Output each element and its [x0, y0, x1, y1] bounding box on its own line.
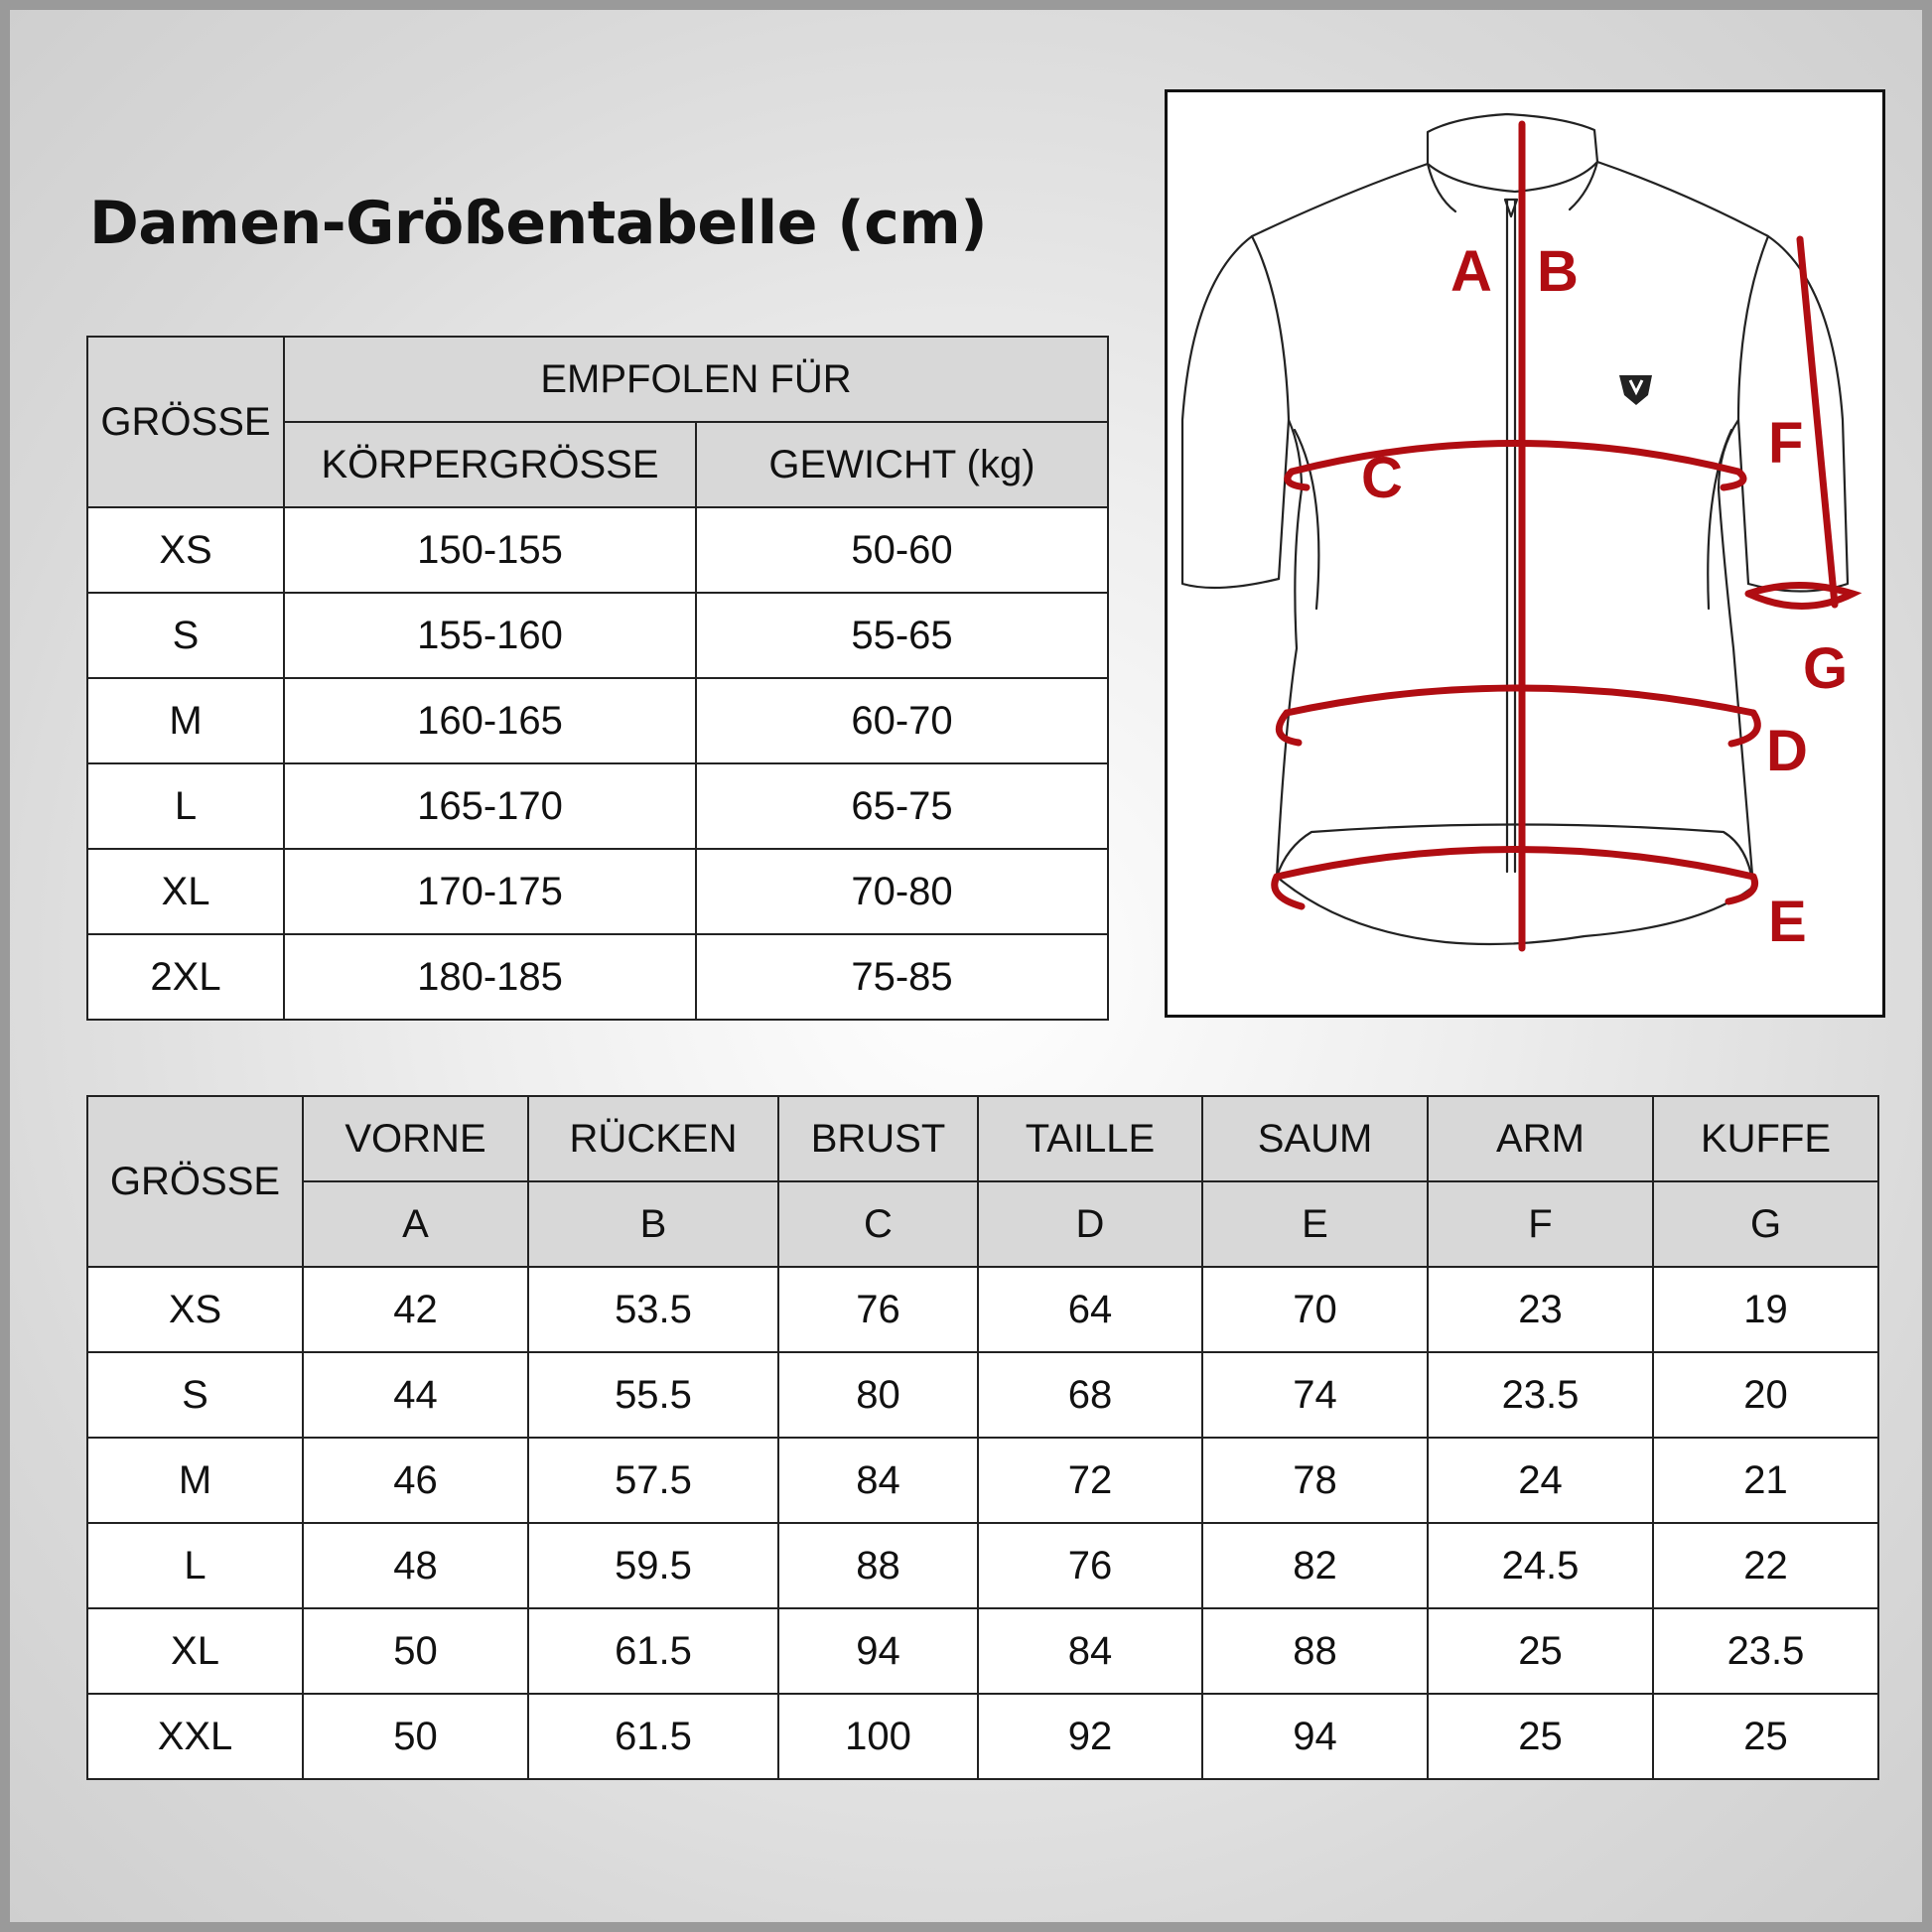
meas-cell-value: 46 — [303, 1438, 528, 1523]
meas-cell-value: 23.5 — [1653, 1608, 1878, 1694]
meas-cell-value: 72 — [978, 1438, 1202, 1523]
meas-cell-value: 23 — [1428, 1267, 1653, 1352]
rec-cell-weight: 50-60 — [696, 507, 1108, 593]
rec-cell-height: 180-185 — [284, 934, 696, 1020]
label-e: E — [1768, 890, 1807, 954]
table-row — [87, 678, 1108, 763]
table-row — [87, 1608, 1878, 1694]
meas-col-letter: D — [978, 1181, 1202, 1267]
meas-cell-value: 64 — [978, 1267, 1202, 1352]
meas-cell-value: 59.5 — [528, 1523, 778, 1608]
meas-col-letter: C — [778, 1181, 978, 1267]
label-d: D — [1766, 719, 1808, 783]
meas-cell-value: 100 — [778, 1694, 978, 1779]
meas-cell-value: 74 — [1202, 1352, 1428, 1438]
meas-cell-value: 68 — [978, 1352, 1202, 1438]
table-row — [87, 763, 1108, 849]
rec-weight-header: GEWICHT (kg) — [696, 422, 1108, 507]
rec-cell-height: 155-160 — [284, 593, 696, 678]
meas-cell-value: 80 — [778, 1352, 978, 1438]
meas-col-letter: F — [1428, 1181, 1653, 1267]
table-row — [87, 1523, 1878, 1608]
rec-height-header: KÖRPERGRÖSSE — [284, 422, 696, 507]
meas-cell-size: XXL — [87, 1694, 303, 1779]
meas-cell-value: 20 — [1653, 1352, 1878, 1438]
rec-cell-size: S — [87, 593, 284, 678]
rec-cell-weight: 70-80 — [696, 849, 1108, 934]
meas-col-letter: B — [528, 1181, 778, 1267]
meas-cell-size: M — [87, 1438, 303, 1523]
meas-cell-value: 70 — [1202, 1267, 1428, 1352]
table-row — [87, 1694, 1878, 1779]
rec-cell-weight: 60-70 — [696, 678, 1108, 763]
jersey-diagram — [1165, 89, 1885, 1018]
rec-group-header: EMPFOLEN FÜR — [284, 337, 1108, 422]
rec-cell-weight: 75-85 — [696, 934, 1108, 1020]
meas-col-header: KUFFE — [1653, 1096, 1878, 1181]
table-row — [87, 934, 1108, 1020]
meas-col-header: ARM — [1428, 1096, 1653, 1181]
meas-col-header: VORNE — [303, 1096, 528, 1181]
table-row — [87, 1438, 1878, 1523]
meas-cell-value: 25 — [1653, 1694, 1878, 1779]
rec-cell-height: 165-170 — [284, 763, 696, 849]
rec-cell-size: M — [87, 678, 284, 763]
rec-cell-height: 170-175 — [284, 849, 696, 934]
meas-cell-size: XL — [87, 1608, 303, 1694]
rec-cell-size: XS — [87, 507, 284, 593]
meas-cell-value: 82 — [1202, 1523, 1428, 1608]
jersey-outline-icon — [1168, 92, 1882, 1015]
page-title: Damen-Größentabelle (cm) — [89, 189, 988, 258]
meas-cell-value: 19 — [1653, 1267, 1878, 1352]
meas-col-letter: E — [1202, 1181, 1428, 1267]
rec-cell-height: 150-155 — [284, 507, 696, 593]
meas-cell-value: 50 — [303, 1608, 528, 1694]
rec-cell-size: 2XL — [87, 934, 284, 1020]
meas-cell-value: 78 — [1202, 1438, 1428, 1523]
meas-cell-size: S — [87, 1352, 303, 1438]
meas-cell-value: 84 — [778, 1438, 978, 1523]
meas-cell-value: 21 — [1653, 1438, 1878, 1523]
meas-cell-value: 24.5 — [1428, 1523, 1653, 1608]
meas-cell-value: 94 — [1202, 1694, 1428, 1779]
meas-cell-value: 50 — [303, 1694, 528, 1779]
rec-size-header: GRÖSSE — [87, 337, 284, 507]
meas-cell-value: 94 — [778, 1608, 978, 1694]
meas-cell-value: 48 — [303, 1523, 528, 1608]
meas-cell-value: 44 — [303, 1352, 528, 1438]
meas-cell-value: 84 — [978, 1608, 1202, 1694]
meas-cell-value: 55.5 — [528, 1352, 778, 1438]
recommendation-table — [86, 336, 1109, 1021]
label-b: B — [1537, 239, 1579, 304]
rec-cell-height: 160-165 — [284, 678, 696, 763]
meas-cell-value: 25 — [1428, 1608, 1653, 1694]
table-row — [87, 593, 1108, 678]
rec-cell-size: XL — [87, 849, 284, 934]
meas-cell-size: XS — [87, 1267, 303, 1352]
meas-col-header: SAUM — [1202, 1096, 1428, 1181]
meas-cell-value: 76 — [978, 1523, 1202, 1608]
page-frame — [10, 10, 1922, 1922]
label-g: G — [1803, 636, 1849, 701]
table-row — [87, 1267, 1878, 1352]
rec-cell-size: L — [87, 763, 284, 849]
rec-cell-weight: 55-65 — [696, 593, 1108, 678]
label-a: A — [1450, 239, 1492, 304]
meas-cell-size: L — [87, 1523, 303, 1608]
meas-col-header: RÜCKEN — [528, 1096, 778, 1181]
meas-col-header: TAILLE — [978, 1096, 1202, 1181]
measurement-table — [86, 1095, 1879, 1780]
label-c: C — [1361, 446, 1403, 510]
meas-cell-value: 24 — [1428, 1438, 1653, 1523]
meas-cell-value: 92 — [978, 1694, 1202, 1779]
meas-col-letter: G — [1653, 1181, 1878, 1267]
meas-cell-value: 25 — [1428, 1694, 1653, 1779]
meas-cell-value: 61.5 — [528, 1694, 778, 1779]
table-row — [87, 507, 1108, 593]
meas-cell-value: 88 — [778, 1523, 978, 1608]
meas-size-header: GRÖSSE — [87, 1096, 303, 1267]
meas-cell-value: 76 — [778, 1267, 978, 1352]
table-row — [87, 849, 1108, 934]
meas-cell-value: 57.5 — [528, 1438, 778, 1523]
meas-cell-value: 61.5 — [528, 1608, 778, 1694]
meas-cell-value: 53.5 — [528, 1267, 778, 1352]
meas-col-letter: A — [303, 1181, 528, 1267]
label-f: F — [1768, 411, 1804, 476]
meas-cell-value: 42 — [303, 1267, 528, 1352]
table-row — [87, 1352, 1878, 1438]
meas-cell-value: 88 — [1202, 1608, 1428, 1694]
meas-cell-value: 23.5 — [1428, 1352, 1653, 1438]
rec-cell-weight: 65-75 — [696, 763, 1108, 849]
meas-cell-value: 22 — [1653, 1523, 1878, 1608]
meas-col-header: BRUST — [778, 1096, 978, 1181]
